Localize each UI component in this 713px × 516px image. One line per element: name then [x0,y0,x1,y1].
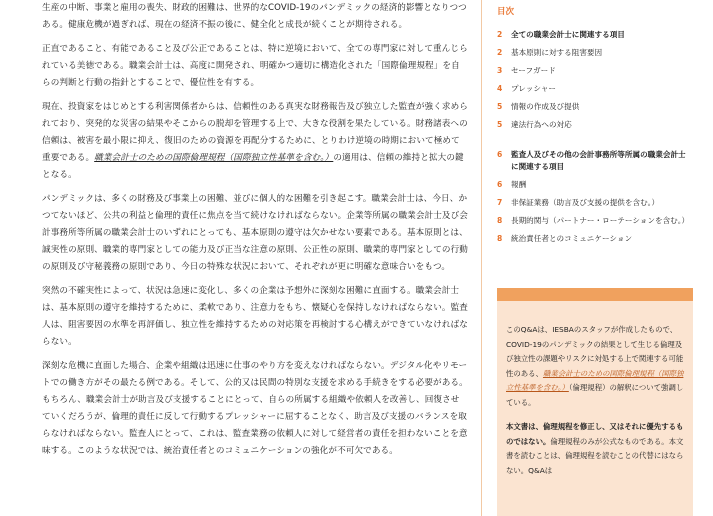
paragraph-3 [42,99,468,184]
toc-item[interactable] [497,233,693,245]
main-content [42,0,468,467]
column-divider [481,0,482,516]
toc-page-number: 4 [497,84,503,93]
toc-item[interactable] [497,101,693,113]
disclaimer-bold: 本文書は、倫理規程を修正し、又はそれに優先するものではない。 [506,422,684,446]
paragraph-5: 突然の不確実性によって、状況は急速に変化し、多くの企業は予想外に深刻な困難に直面する。職業会計士は、基本原則の遵守を維持するために、柔軟であり、注意力をもち、懐疑心を保持しなければならない。監査人は、阻害要因の水準を再評価し、独立性を維持するための対応策を再検討する心構えができていなければならない。 [42,286,468,347]
info-box-text-a: このQ&Aは、IESBAのスタッフが作成したもので、COVID-19のパンデミックの結果として生じる倫理及び独立性の課題やリスクに対処する上で関連する可能性のある、 [506,325,684,378]
toc-item[interactable] [497,65,693,77]
paragraph-6: 深刻な危機に直面した場合、企業や組織は迅速に仕事のやり方を変えなければならない。デジタル化やリモートでの働き方がその最たる例である。そして、公的又は民間の特別な支援を求める手続きをする必要がある。もちろん、職業会計士が助言及び支援することにとって、自らの所属する組織や依頼人を改善し、回復させていくだろうが、倫理的責任に反して行動するプレッシャーに屈することなく、助言及び支援のバランスを取らなければならない。監査人にとって、これは、監査業務の依頼人に対して経営者の責任を担わないことを意味する。このような状況では、統治責任者とのコミュニケーションの強化が不可欠である。 [42,361,468,456]
toc-item[interactable] [497,29,693,41]
toc-page-number: 8 [497,216,503,225]
toc-page-number: 6 [497,150,503,159]
toc-label: 全ての職業会計士に関連する項目 [511,30,625,39]
toc-item[interactable] [497,119,693,131]
sidebar [497,0,693,251]
code-of-ethics-title: 職業会計士のための国際倫理規程（国際独立性基準を含む。） [94,153,334,163]
paragraph-4: パンデミックは、多くの財務及び事業上の困難、並びに個人的な困難を引き起こす。職業会計士は、今日、かつてないほど、公共の利益と倫理的責任に焦点を当て続けなければならない。企業等所属の職業会計士及び会計事務所等所属の職業会計士のいずれにとっても、基本原則の遵守は欠かせない要素である。基本原則とは、誠実性の原則、職業的専門家としての能力及び正当な注意の原則、公正性の原則、職業的専門家としての行動の原則及び守秘義務の原則であり、今日の特殊な状況において、それぞれが更に明確な意味合いをもつ。 [42,194,468,272]
toc-label: 長期的関与（パートナー・ローテーションを含む。） [511,216,690,225]
toc-label: 基本原則に対する阻害要因 [511,48,603,57]
toc-label: 報酬 [511,180,527,189]
toc-item[interactable] [497,179,693,191]
toc-label: 非保証業務（助言及び支援の提供を含む。） [511,198,660,207]
toc-label: 監査人及びその他の会計事務所等所属の職業会計士に関連する項目 [511,150,686,171]
paragraph-3-text-b: の適用は、信頼の維持と拡大の鍵となる。 [42,153,464,180]
toc-label: 違法行為への対応 [511,120,572,129]
paragraph-3-text-a: 現在、投資家をはじめとする利害関係者からは、信頼性のある真実な財務報告及び独立した監査が強く求められており、突発的な災害の結果やそこからの脱却を管理する上で、大きな役割を果たしている。財務諸表への信頼は、被害を最小限に抑え、復旧のための資源を再配分するために、とりわけ逆境の時期において極めて重要である。 [42,102,468,163]
toc-item[interactable] [497,47,693,59]
toc-label: セーフガード [511,66,556,75]
info-box-paragraph-1 [506,323,684,410]
paragraph-2: 正直であること、有能であること及び公正であることは、特に逆境において、全ての専門家に対して重んじられている美徳である。職業会計士は、高度に開発され、明確かつ適切に構造化された「国際倫理規程」を自らの判断と行動の指針とすることで、優位性を有する。 [42,44,468,88]
info-box [497,301,693,516]
toc-title: 目次 [497,7,515,17]
toc-page-number: 7 [497,198,503,207]
disclaimer-text: 倫理規程のみが公式なものである。本文書を読むことは、倫理規程を読むことの代替にはならない。Q&Aは [506,436,684,475]
paragraph-1: 生産の中断、事業と雇用の喪失、財政的困難は、世界的なCOVID-19のパンデミックの経済的影響となりつつある。健康危機が過ぎれば、現在の経済不振の後に、健全化と成長が続くことが期待される。 [42,3,467,30]
toc-item[interactable] [497,83,693,95]
toc-page-number: 3 [497,66,503,75]
toc-page-number: 2 [497,48,503,57]
toc-page-number: 8 [497,234,503,243]
toc-page-number: 5 [497,120,503,129]
info-box-text-b: （倫理規程）の解釈について強調している。 [506,383,684,407]
toc-item[interactable] [497,149,693,173]
info-box-paragraph-2 [506,420,684,478]
toc-label: 情報の作成及び提供 [511,102,580,111]
code-of-ethics-link[interactable]: 職業会計士のための国際倫理規程（国際独立性基準を含む。） [506,368,684,392]
toc-page-number: 2 [497,30,503,39]
toc-label: プレッシャー [511,84,557,93]
toc-page-number: 6 [497,180,503,189]
info-box-header-bar [497,288,693,301]
toc-item[interactable] [497,215,693,227]
toc-label: 統治責任者とのコミュニケーション [511,234,633,243]
toc-page-number: 5 [497,102,503,111]
toc-item[interactable] [497,197,693,209]
toc-gap [497,137,693,149]
